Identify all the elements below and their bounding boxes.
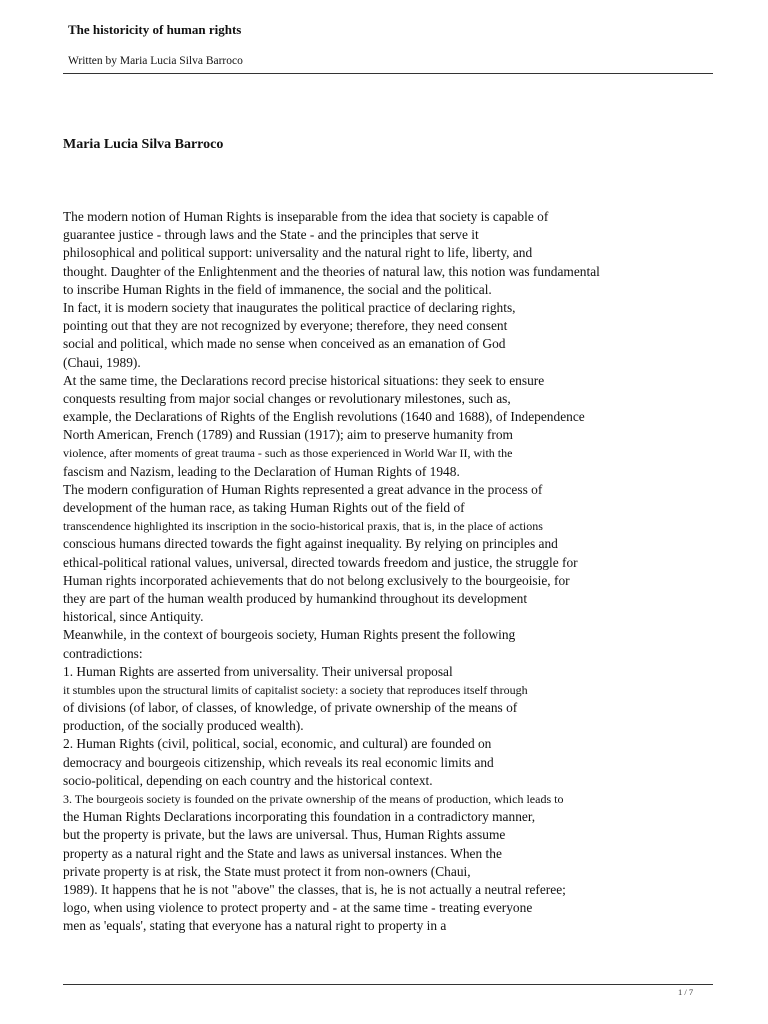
body-line: conscious humans directed towards the fight against inequality. By relying on principles and	[63, 536, 558, 552]
body-line: conquests resulting from major social changes or revolutionary milestones, such as,	[63, 390, 511, 406]
body-line: but the property is private, but the laws are universal. Thus, Human Rights assume	[63, 827, 506, 843]
body-line: (Chaui, 1989).	[63, 354, 141, 370]
article-body	[63, 208, 703, 936]
body-line: property as a natural right and the State and laws as universal instances. When the	[63, 845, 502, 861]
document-byline: Written by Maria Lucia Silva Barroco	[68, 55, 243, 67]
page-number: 1 / 7	[678, 987, 694, 997]
body-line: transcendence highlighted its inscription in the socio-historical praxis, that is, in the place of actions	[63, 519, 543, 534]
body-line: production, of the socially produced wealth).	[63, 718, 304, 734]
body-line: it stumbles upon the structural limits of capitalist society: a society that reproduces itself through	[63, 682, 528, 697]
body-line: Human rights incorporated achievements that do not belong exclusively to the bourgeoisie, for	[63, 572, 570, 588]
body-line: democracy and bourgeois citizenship, which reveals its real economic limits and	[63, 754, 494, 770]
body-line: social and political, which made no sense when conceived as an emanation of God	[63, 336, 506, 352]
body-line: pointing out that they are not recognized by everyone; therefore, they need consent	[63, 318, 508, 334]
body-line: Meanwhile, in the context of bourgeois society, Human Rights present the following	[63, 627, 516, 643]
body-line: At the same time, the Declarations record precise historical situations: they seek to ensure	[63, 372, 545, 388]
body-line: private property is at risk, the State must protect it from non-owners (Chaui,	[63, 863, 471, 879]
body-line: development of the human race, as taking Human Rights out of the field of	[63, 500, 465, 515]
body-line: fascism and Nazism, leading to the Declaration of Human Rights of 1948.	[63, 463, 460, 479]
body-line: logo, when using violence to protect property and - at the same time - treating everyone	[63, 900, 533, 916]
body-line: they are part of the human wealth produced by humankind throughout its development	[63, 590, 528, 606]
body-line: 3. The bourgeois society is founded on the private ownership of the means of production, which leads to	[63, 792, 564, 806]
body-line: In fact, it is modern society that inaugurates the political practice of declaring rights,	[63, 299, 516, 315]
body-line: the Human Rights Declarations incorporating this foundation in a contradictory manner,	[63, 809, 536, 825]
body-line: socio-political, depending on each country and the historical context.	[63, 772, 433, 788]
body-line: North American, French (1789) and Russian (1917); aim to preserve humanity from	[63, 427, 513, 443]
body-line: to inscribe Human Rights in the field of immanence, the social and the political.	[63, 281, 492, 297]
body-line: of divisions (of labor, of classes, of knowledge, of private ownership of the means of	[63, 700, 518, 716]
body-line: 1. Human Rights are asserted from universality. Their universal proposal	[63, 663, 453, 679]
body-line: ethical-political rational values, universal, directed towards freedom and justice, the struggle for	[63, 554, 578, 570]
document-title: The historicity of human rights	[68, 22, 242, 37]
body-line: philosophical and political support: universality and the natural right to life, liberty, and	[63, 245, 533, 261]
body-line: guarantee justice - through laws and the State - and the principles that serve it	[63, 227, 479, 243]
body-line: The modern configuration of Human Rights represented a great advance in the process of	[63, 481, 543, 497]
body-line: historical, since Antiquity.	[63, 609, 204, 625]
body-line: violence, after moments of great trauma - such as those experienced in World War II, with the	[63, 446, 513, 461]
body-line: 1989). It happens that he is not "above" the classes, that is, he is not actually a neutral referee;	[63, 881, 566, 897]
body-line: example, the Declarations of Rights of the English revolutions (1640 and 1688), of Independence	[63, 409, 585, 425]
author-heading: Maria Lucia Silva Barroco	[63, 137, 224, 152]
body-line: thought. Daughter of the Enlightenment and the theories of natural law, this notion was fundamental	[63, 263, 600, 279]
body-line: men as 'equals', stating that everyone has a natural right to property in a	[63, 918, 447, 934]
body-line: contradictions:	[63, 645, 143, 661]
body-line: The modern notion of Human Rights is inseparable from the idea that society is capable of	[63, 209, 549, 224]
body-line: 2. Human Rights (civil, political, social, economic, and cultural) are founded on	[63, 736, 492, 752]
footer-divider	[63, 984, 713, 985]
header-divider	[63, 73, 713, 74]
